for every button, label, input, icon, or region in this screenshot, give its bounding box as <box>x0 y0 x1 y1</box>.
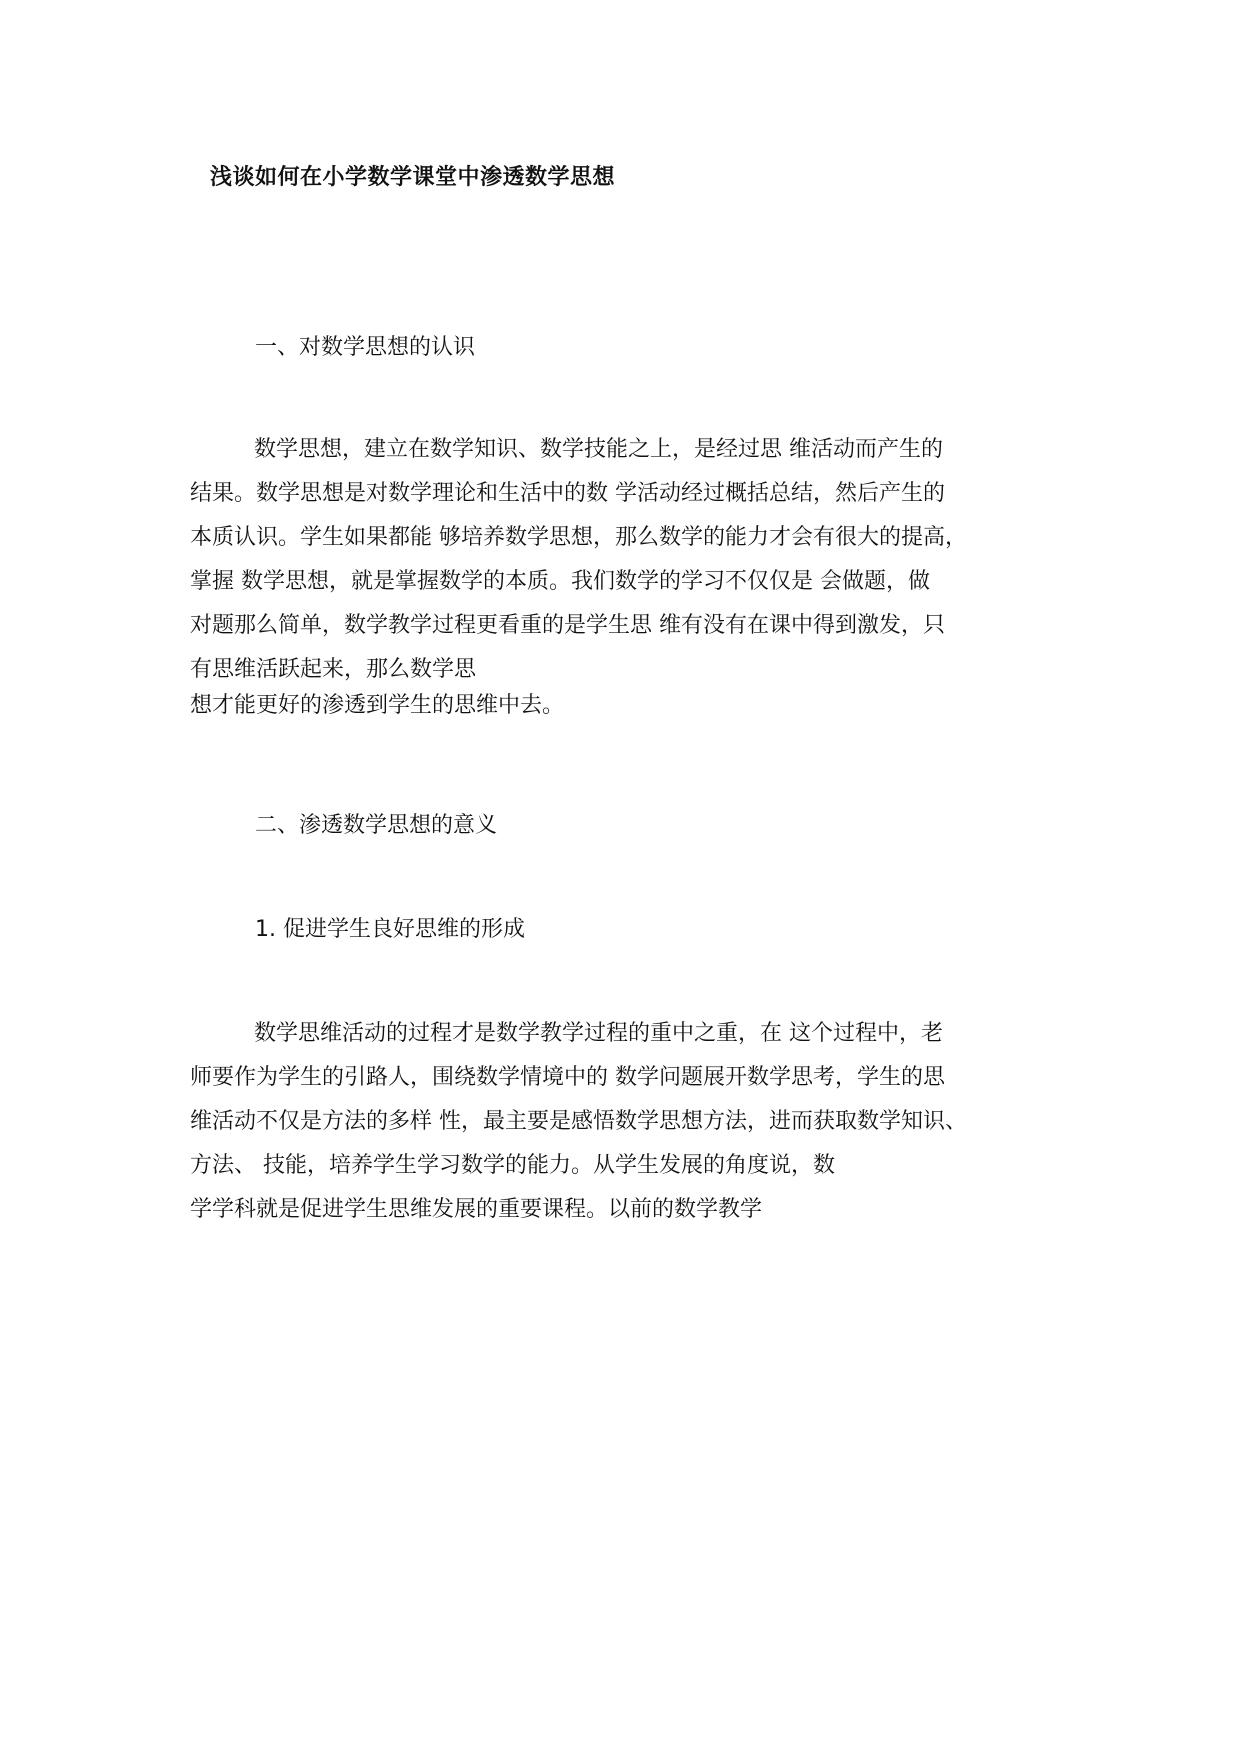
section-2-paragraph <box>190 1012 1090 1232</box>
paragraph-line: 结果。数学思想是对数学理论和生活中的数 学活动经过概括总结，然后产生的 <box>190 481 945 506</box>
paragraph-line: 有思维活跃起来，那么数学思 <box>190 657 477 682</box>
paragraph-line: 对题那么简单，数学教学过程更看重的是学生思 维有没有在课中得到激发，只 <box>190 613 945 638</box>
section-1-paragraph <box>190 428 1090 728</box>
document-title: 浅谈如何在小学数学课堂中渗透数学思想 <box>210 165 616 190</box>
subsection-heading-1: 1. 促进学生良好思维的形成 <box>255 917 525 942</box>
section-heading-2: 二、渗透数学思想的意义 <box>255 813 498 838</box>
paragraph-line: 学学科就是促进学生思维发展的重要课程。以前的数学教学 <box>190 1197 763 1222</box>
paragraph-line: 数学思想，建立在数学知识、数学技能之上，是经过思 维活动而产生的 <box>254 437 943 462</box>
paragraph-line: 师要作为学生的引路人，围绕数学情境中的 数学问题展开数学思考，学生的思 <box>190 1065 945 1090</box>
paragraph-line: 想才能更好的渗透到学生的思维中去。 <box>190 693 565 718</box>
paragraph-line: 维活动不仅是方法的多样 性，最主要是感悟数学思想方法，进而获取数学知识、 <box>190 1109 967 1134</box>
paragraph-line: 本质认识。学生如果都能 够培养数学思想，那么数学的能力才会有很大的提高， <box>190 525 967 550</box>
section-heading-1: 一、对数学思想的认识 <box>255 335 476 360</box>
paragraph-line: 数学思维活动的过程才是数学教学过程的重中之重，在 这个过程中，老 <box>254 1021 943 1046</box>
paragraph-line: 方法、 技能，培养学生学习数学的能力。从学生发展的角度说，数 <box>190 1153 835 1178</box>
paragraph-line: 掌握 数学思想，就是掌握数学的本质。我们数学的学习不仅仅是 会做题，做 <box>190 569 930 594</box>
